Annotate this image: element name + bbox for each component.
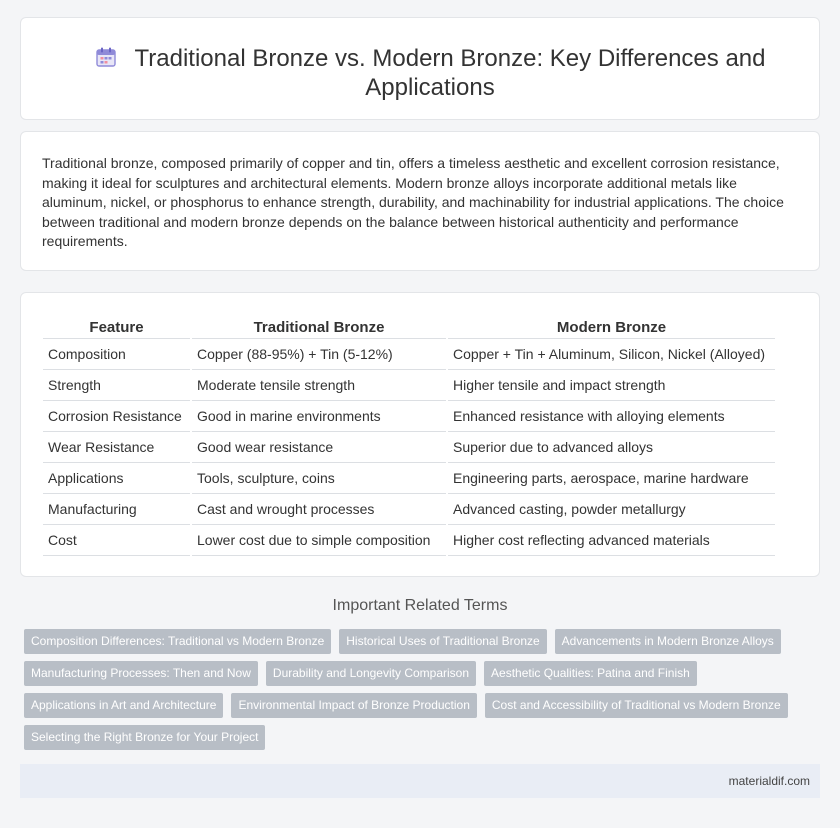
related-term-tag[interactable]: Applications in Art and Architecture: [24, 693, 223, 718]
comparison-card: [20, 292, 820, 577]
table-header-row: [43, 313, 775, 338]
table-row: [43, 400, 775, 431]
table-row: [43, 369, 775, 400]
related-term-tag[interactable]: Environmental Impact of Bronze Production: [231, 693, 476, 718]
cell-feature: Applications: [43, 462, 191, 493]
related-term-tag[interactable]: Historical Uses of Traditional Bronze: [339, 629, 546, 654]
cell-feature: Wear Resistance: [43, 431, 191, 462]
cell-feature: Composition: [43, 338, 191, 369]
table-row: [43, 493, 775, 524]
cell-modern: Advanced casting, powder metallurgy: [447, 493, 775, 524]
page-title-wrap: [81, 44, 779, 102]
cell-traditional: Tools, sculpture, coins: [191, 462, 447, 493]
related-terms-list: [24, 629, 804, 750]
header-card: [20, 17, 820, 120]
cell-modern: Higher tensile and impact strength: [447, 369, 775, 400]
header-modern: Modern Bronze: [447, 313, 775, 338]
page-title: Traditional Bronze vs. Modern Bronze: Key Differences and Applications: [134, 45, 766, 101]
related-term-tag[interactable]: Durability and Longevity Comparison: [266, 661, 476, 686]
cell-feature: Strength: [43, 369, 191, 400]
related-term-tag[interactable]: Advancements in Modern Bronze Alloys: [555, 629, 781, 654]
cell-traditional: Good in marine environments: [191, 400, 447, 431]
footer-site-link[interactable]: materialdif.com: [728, 774, 810, 788]
table-row: [43, 338, 775, 369]
table-row: [43, 524, 775, 555]
cell-feature: Corrosion Resistance: [43, 400, 191, 431]
intro-card: [20, 131, 820, 271]
table-row: [43, 431, 775, 462]
related-term-tag[interactable]: Cost and Accessibility of Traditional vs Modern Bronze: [485, 693, 788, 718]
cell-traditional: Copper (88-95%) + Tin (5-12%): [191, 338, 447, 369]
cell-traditional: Moderate tensile strength: [191, 369, 447, 400]
cell-feature: Manufacturing: [43, 493, 191, 524]
table-row: [43, 462, 775, 493]
cell-modern: Higher cost reflecting advanced materials: [447, 524, 775, 555]
related-term-tag[interactable]: Selecting the Right Bronze for Your Project: [24, 725, 265, 750]
intro-paragraph: Traditional bronze, composed primarily of copper and tin, offers a timeless aesthetic and excellent corrosion resistance, making it ideal for sculptures and architectural elements. Modern bronze alloys incorporate additional metals like aluminum, nickel, or phosphorus to enhance strength, durability, and machinability for industrial applications. The choice between traditional and modern bronze depends on the balance between historical authenticity and performance requirements.: [42, 155, 784, 250]
cell-traditional: Cast and wrought processes: [191, 493, 447, 524]
cell-traditional: Lower cost due to simple composition: [191, 524, 447, 555]
footer: [20, 764, 820, 798]
comparison-table: [43, 313, 775, 556]
related-term-tag[interactable]: Aesthetic Qualities: Patina and Finish: [484, 661, 697, 686]
related-term-tag[interactable]: Composition Differences: Traditional vs Modern Bronze: [24, 629, 331, 654]
cell-modern: Superior due to advanced alloys: [447, 431, 775, 462]
header-feature: Feature: [43, 313, 191, 338]
calendar-icon: [95, 46, 117, 68]
cell-modern: Copper + Tin + Aluminum, Silicon, Nickel (Alloyed): [447, 338, 775, 369]
related-terms-title: Important Related Terms: [332, 597, 508, 614]
cell-traditional: Good wear resistance: [191, 431, 447, 462]
cell-feature: Cost: [43, 524, 191, 555]
header-traditional: Traditional Bronze: [191, 313, 447, 338]
cell-modern: Engineering parts, aerospace, marine hardware: [447, 462, 775, 493]
cell-modern: Enhanced resistance with alloying elements: [447, 400, 775, 431]
related-term-tag[interactable]: Manufacturing Processes: Then and Now: [24, 661, 258, 686]
